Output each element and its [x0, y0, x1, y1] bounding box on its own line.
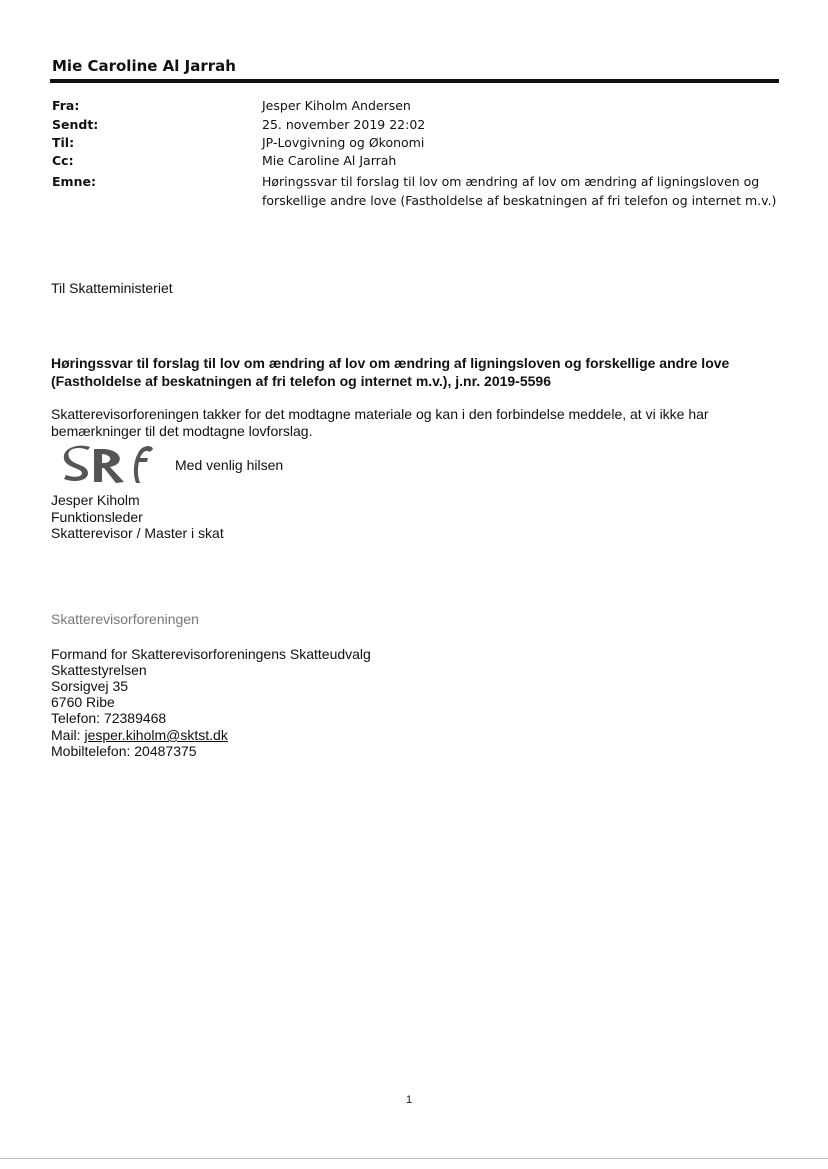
- contact-line-1: Formand for Skatterevisorforeningens Skatteudvalg: [51, 646, 371, 662]
- subject-label: Emne:: [52, 174, 96, 189]
- contact-line-2: Skattestyrelsen: [51, 662, 147, 678]
- scan-edge-line: [0, 1158, 828, 1159]
- to-value: JP-Lovgivning og Økonomi: [262, 135, 425, 150]
- mailbox-owner-name: Mie Caroline Al Jarrah: [52, 57, 236, 75]
- from-label: Fra:: [52, 98, 80, 113]
- contact-mail-label: Mail:: [51, 727, 85, 743]
- recipient-line: Til Skatteministeriet: [51, 280, 173, 296]
- closing-greeting: Med venlig hilsen: [175, 457, 284, 473]
- header-divider: [50, 79, 779, 83]
- contact-postal: 6760 Ribe: [51, 694, 115, 710]
- subject-line-1: Høringssvar til forslag til lov om ændring af lov om ændring af ligningsloven og: [262, 174, 760, 189]
- sent-value: 25. november 2019 22:02: [262, 117, 426, 132]
- organization-name: Skatterevisorforeningen: [51, 611, 199, 627]
- paragraph-line-2: bemærkninger til det modtagne lovforslag.: [51, 423, 313, 439]
- srf-logo: [62, 444, 154, 486]
- to-label: Til:: [52, 135, 75, 150]
- signature-role: Skatterevisor / Master i skat: [51, 525, 224, 541]
- contact-mail-row: [51, 727, 228, 743]
- subject-line-2: forskellige andre love (Fastholdelse af beskatningen af fri telefon og internet m.v.): [262, 193, 777, 208]
- letter-heading-line-1: Høringssvar til forslag til lov om ændring af lov om ændring af ligningsloven og forskellige andre love: [51, 355, 730, 371]
- cc-value: Mie Caroline Al Jarrah: [262, 153, 397, 168]
- contact-phone: Telefon: 72389468: [51, 710, 167, 726]
- letter-heading-line-2: (Fastholdelse af beskatningen af fri telefon og internet m.v.), j.nr. 2019-5596: [51, 373, 551, 389]
- contact-mail-link[interactable]: jesper.kiholm@sktst.dk: [84, 727, 228, 743]
- contact-mobile: Mobiltelefon: 20487375: [51, 743, 197, 759]
- paragraph-line-1: Skatterevisorforeningen takker for det modtagne materiale og kan i den forbindelse meddele, at vi ikke har: [51, 406, 709, 422]
- signature-name: Jesper Kiholm: [51, 492, 140, 508]
- contact-address: Sorsigvej 35: [51, 678, 129, 694]
- cc-label: Cc:: [52, 153, 74, 168]
- page-number: 1: [406, 1094, 413, 1106]
- sent-label: Sendt:: [52, 117, 99, 132]
- from-value: Jesper Kiholm Andersen: [262, 98, 411, 113]
- signature-title: Funktionsleder: [51, 509, 143, 525]
